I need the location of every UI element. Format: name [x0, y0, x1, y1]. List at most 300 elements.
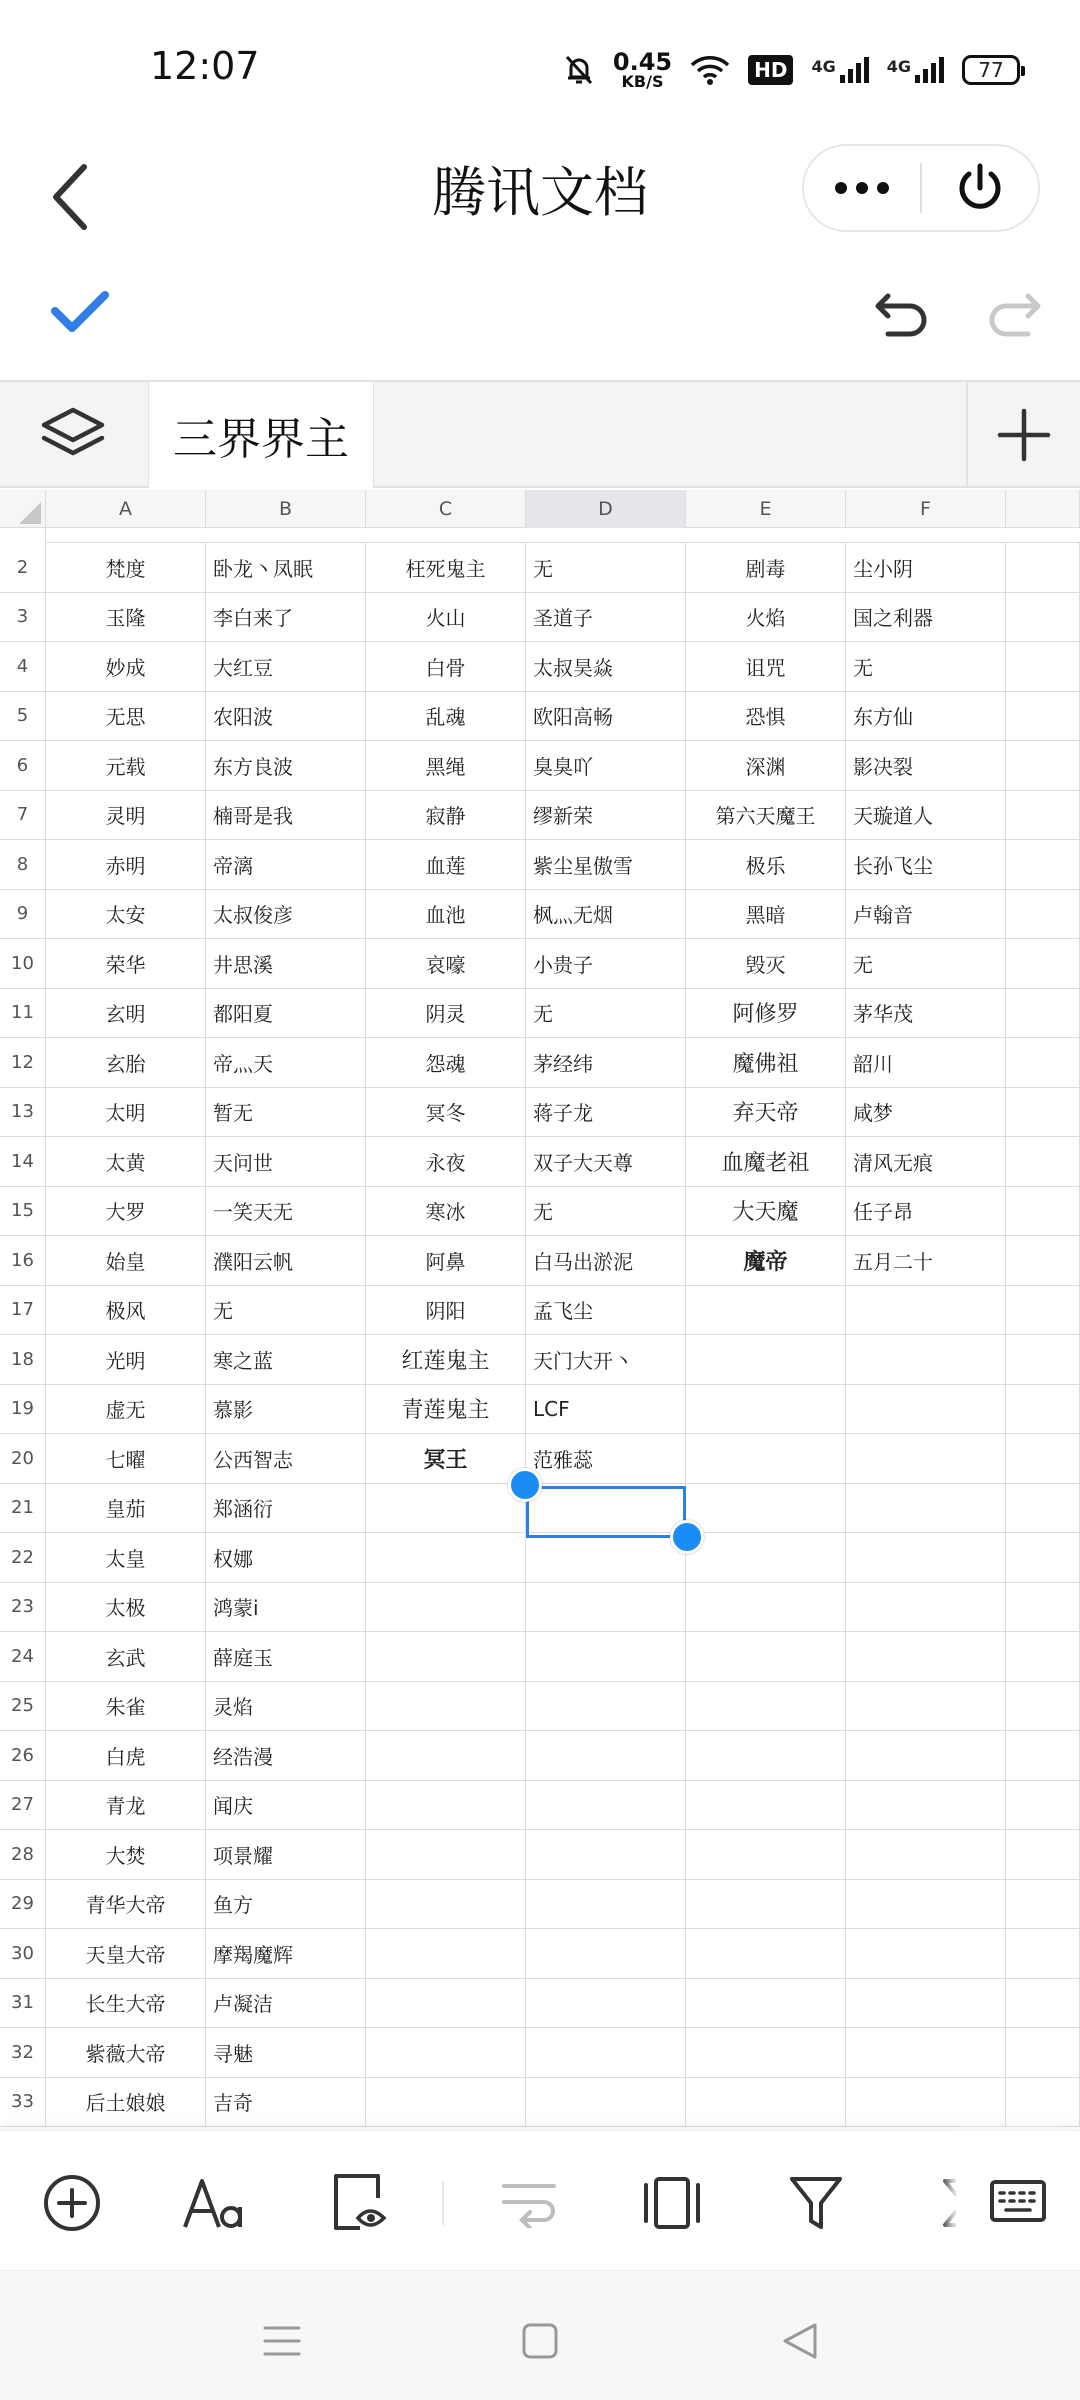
grid-cell[interactable] — [526, 1781, 686, 1830]
grid-cell[interactable]: 国之利器 — [846, 593, 1006, 642]
grid-cell[interactable]: 天门大开丶 — [526, 1335, 686, 1384]
row-header[interactable]: 3 — [0, 593, 46, 642]
grid-cell[interactable]: 青莲鬼主 — [366, 1385, 526, 1434]
grid-cell[interactable] — [526, 1830, 686, 1879]
grid-cell[interactable]: 紫薇大帝 — [46, 2028, 206, 2077]
toolbar-divider — [442, 2181, 444, 2225]
grid-cell-overflow[interactable] — [1006, 1830, 1080, 1879]
table-row — [0, 2078, 1080, 2128]
grid-cell[interactable]: 无 — [206, 1286, 366, 1335]
grid-cell[interactable]: 经浩漫 — [206, 1731, 366, 1780]
grid-cell[interactable] — [366, 1682, 526, 1731]
grid-cell[interactable] — [366, 1583, 526, 1632]
wrap-text-button[interactable] — [498, 2171, 562, 2235]
grid-cell[interactable]: 阿鼻 — [366, 1236, 526, 1285]
grid-cell[interactable]: 东方仙 — [846, 692, 1006, 741]
grid-cell[interactable] — [686, 1781, 846, 1830]
column-header-b[interactable]: B — [206, 490, 366, 528]
grid-cell[interactable]: 长生大帝 — [46, 1979, 206, 2028]
grid-cell[interactable]: 弃天帝 — [686, 1088, 846, 1137]
undo-button[interactable] — [874, 290, 930, 344]
row-header[interactable]: 7 — [0, 791, 46, 840]
grid-cell-overflow[interactable] — [1006, 642, 1080, 691]
grid-cell[interactable]: 无 — [526, 1187, 686, 1236]
table-row — [0, 642, 1080, 692]
preview-button[interactable] — [328, 2171, 392, 2235]
grid-cell[interactable]: 大红豆 — [206, 642, 366, 691]
grid-cell[interactable] — [526, 1929, 686, 1978]
grid-cell[interactable] — [846, 1979, 1006, 2028]
select-all-corner[interactable] — [0, 490, 46, 528]
grid-cell[interactable]: 冥王 — [366, 1434, 526, 1483]
grid-cell[interactable]: 长孙飞尘 — [846, 840, 1006, 889]
grid-cell[interactable] — [846, 1434, 1006, 1483]
grid-cell[interactable]: 无 — [526, 543, 686, 592]
grid-cell[interactable] — [846, 1484, 1006, 1533]
grid-cell[interactable]: 青华大帝 — [46, 1880, 206, 1929]
sheet-list-button[interactable] — [40, 406, 106, 470]
grid-cell[interactable]: 枉死鬼主 — [366, 543, 526, 592]
grid-cell[interactable]: 咸梦 — [846, 1088, 1006, 1137]
grid-cell[interactable]: 大焚 — [46, 1830, 206, 1879]
grid-cell[interactable] — [366, 1781, 526, 1830]
grid-cell[interactable]: 黑暗 — [686, 890, 846, 939]
home-nav-button[interactable] — [510, 2311, 570, 2371]
row-header[interactable]: 14 — [0, 1137, 46, 1186]
grid-cell-overflow[interactable] — [1006, 692, 1080, 741]
grid-cell[interactable] — [686, 2078, 846, 2127]
grid-cell[interactable]: 卧龙丶凤眠 — [206, 543, 366, 592]
insert-button[interactable] — [40, 2171, 104, 2235]
row-header[interactable]: 25 — [0, 1682, 46, 1731]
row-header[interactable]: 2 — [0, 543, 46, 592]
row-header[interactable]: 11 — [0, 989, 46, 1038]
font-button[interactable] — [182, 2171, 246, 2235]
grid-cell[interactable]: 慕影 — [206, 1385, 366, 1434]
grid-cell[interactable] — [366, 1979, 526, 2028]
grid-cell-overflow[interactable] — [1006, 1187, 1080, 1236]
grid-cell[interactable] — [686, 1434, 846, 1483]
grid-cell[interactable]: 公西智志 — [206, 1434, 366, 1483]
grid-cell-overflow[interactable] — [1006, 2078, 1080, 2127]
grid-cell[interactable] — [846, 1632, 1006, 1681]
grid-cell-overflow[interactable] — [1006, 1484, 1080, 1533]
grid-cell[interactable] — [686, 1286, 846, 1335]
grid-cell-overflow[interactable] — [1006, 1088, 1080, 1137]
grid-cell[interactable] — [526, 2028, 686, 2077]
grid-cell[interactable] — [846, 1731, 1006, 1780]
grid-cell[interactable]: 太明 — [46, 1088, 206, 1137]
grid-cell[interactable] — [686, 1731, 846, 1780]
grid-cell[interactable]: 臭臭吖 — [526, 741, 686, 790]
grid-cell[interactable]: 恐惧 — [686, 692, 846, 741]
grid-cell[interactable] — [366, 1830, 526, 1879]
grid-cell[interactable]: 缪新荣 — [526, 791, 686, 840]
grid-cell-overflow[interactable] — [1006, 1434, 1080, 1483]
grid-cell[interactable] — [366, 1533, 526, 1582]
grid-cell-overflow[interactable] — [1006, 1286, 1080, 1335]
grid-cell[interactable]: 玄明 — [46, 989, 206, 1038]
grid-cell[interactable]: 荣华 — [46, 939, 206, 988]
grid-cell[interactable] — [686, 1632, 846, 1681]
grid-cell[interactable]: 寻魅 — [206, 2028, 366, 2077]
undo-icon — [874, 290, 930, 340]
grid-cell[interactable]: 范雅蕊 — [526, 1434, 686, 1483]
grid-cell[interactable] — [846, 1880, 1006, 1929]
grid-cell[interactable]: 冥冬 — [366, 1088, 526, 1137]
cell-selection[interactable] — [526, 1486, 686, 1538]
grid-cell[interactable] — [846, 1781, 1006, 1830]
row-header[interactable]: 16 — [0, 1236, 46, 1285]
grid-cell[interactable] — [526, 1731, 686, 1780]
grid-cell[interactable]: 闻庆 — [206, 1781, 366, 1830]
freeze-button[interactable] — [640, 2171, 704, 2235]
grid-cell[interactable] — [686, 1385, 846, 1434]
grid-cell-overflow[interactable] — [1006, 1929, 1080, 1978]
grid-cell[interactable]: 欧阳高畅 — [526, 692, 686, 741]
grid-cell[interactable]: 帝灬天 — [206, 1038, 366, 1087]
grid-cell[interactable]: 青龙 — [46, 1781, 206, 1830]
grid-cell[interactable]: 楠哥是我 — [206, 791, 366, 840]
row-header[interactable]: 9 — [0, 890, 46, 939]
selection-handle-start[interactable] — [508, 1468, 542, 1502]
grid-cell[interactable]: 清风无痕 — [846, 1137, 1006, 1186]
grid-cell-overflow[interactable] — [1006, 1632, 1080, 1681]
column-header-a[interactable]: A — [46, 490, 206, 528]
grid-cell[interactable]: 火山 — [366, 593, 526, 642]
grid-cell[interactable] — [366, 1632, 526, 1681]
table-row — [0, 593, 1080, 643]
grid-cell[interactable]: 卢翰音 — [846, 890, 1006, 939]
grid-cell[interactable]: 天问世 — [206, 1137, 366, 1186]
row-header[interactable]: 12 — [0, 1038, 46, 1087]
grid-cell[interactable]: 寒之蓝 — [206, 1335, 366, 1384]
grid-cell[interactable] — [846, 1286, 1006, 1335]
grid-cell[interactable]: 郑涵衍 — [206, 1484, 366, 1533]
grid-cell[interactable]: 鸿蒙i — [206, 1583, 366, 1632]
grid-cell[interactable]: 太叔昊焱 — [526, 642, 686, 691]
grid-cell[interactable] — [686, 1682, 846, 1731]
row-header[interactable]: 26 — [0, 1731, 46, 1780]
grid-cell[interactable]: 项景耀 — [206, 1830, 366, 1879]
grid-cell[interactable]: 虚无 — [46, 1385, 206, 1434]
grid-cell[interactable]: 蒋子龙 — [526, 1088, 686, 1137]
battery-level: 77 — [978, 58, 1004, 82]
keyboard-button[interactable] — [956, 2131, 1080, 2271]
grid-cell[interactable] — [366, 2078, 526, 2127]
grid-cell[interactable]: 小贵子 — [526, 939, 686, 988]
grid-cell[interactable] — [366, 1731, 526, 1780]
grid-cell[interactable]: 皇茄 — [46, 1484, 206, 1533]
sheet-tab-active[interactable]: 三界界主 — [148, 382, 374, 488]
menu-nav-button[interactable] — [252, 2311, 312, 2371]
grid-cell[interactable] — [526, 2078, 686, 2127]
grid-cell[interactable]: 天璇道人 — [846, 791, 1006, 840]
grid-cell[interactable]: 白骨 — [366, 642, 526, 691]
grid-cell[interactable] — [686, 1335, 846, 1384]
grid-cell[interactable]: 寒冰 — [366, 1187, 526, 1236]
row-header[interactable]: 32 — [0, 2028, 46, 2077]
grid-cell[interactable]: 白马出淤泥 — [526, 1236, 686, 1285]
grid-cell[interactable]: 第六天魔王 — [686, 791, 846, 840]
grid-cell[interactable] — [846, 1682, 1006, 1731]
grid-cell[interactable]: 魔帝 — [686, 1236, 846, 1285]
grid-cell[interactable]: 血魔老祖 — [686, 1137, 846, 1186]
spreadsheet-grid[interactable] — [0, 490, 1080, 2130]
grid-cell-overflow[interactable] — [1006, 1335, 1080, 1384]
grid-cell[interactable] — [686, 1533, 846, 1582]
grid-cell[interactable]: 极风 — [46, 1286, 206, 1335]
grid-cell[interactable] — [846, 1830, 1006, 1879]
grid-cell[interactable]: 元载 — [46, 741, 206, 790]
grid-cell-overflow[interactable] — [1006, 989, 1080, 1038]
grid-cell[interactable]: 农阳波 — [206, 692, 366, 741]
grid-cell[interactable]: 影决裂 — [846, 741, 1006, 790]
grid-cell[interactable] — [846, 2028, 1006, 2077]
row-header[interactable]: 22 — [0, 1533, 46, 1582]
grid-cell[interactable]: 始皇 — [46, 1236, 206, 1285]
grid-cell[interactable]: 红莲鬼主 — [366, 1335, 526, 1384]
column-header-c[interactable]: C — [366, 490, 526, 528]
grid-cell-overflow[interactable] — [1006, 791, 1080, 840]
row-header[interactable]: 4 — [0, 642, 46, 691]
grid-cell[interactable]: 极乐 — [686, 840, 846, 889]
grid-cell[interactable] — [846, 2078, 1006, 2127]
grid-cell[interactable] — [526, 1632, 686, 1681]
grid-cell[interactable] — [846, 1385, 1006, 1434]
redo-button[interactable] — [986, 290, 1042, 344]
grid-cell-overflow[interactable] — [1006, 1781, 1080, 1830]
grid-cell[interactable]: 无 — [846, 642, 1006, 691]
grid-cell[interactable]: 梵度 — [46, 543, 206, 592]
row-header[interactable]: 29 — [0, 1880, 46, 1929]
grid-cell[interactable]: 吉奇 — [206, 2078, 366, 2127]
grid-cell-overflow[interactable] — [1006, 1682, 1080, 1731]
grid-cell[interactable]: 七曜 — [46, 1434, 206, 1483]
grid-cell[interactable] — [526, 1880, 686, 1929]
grid-cell[interactable] — [366, 1880, 526, 1929]
grid-cell[interactable]: 太叔俊彦 — [206, 890, 366, 939]
grid-cell[interactable]: 妙成 — [46, 642, 206, 691]
grid-cell[interactable]: 怨魂 — [366, 1038, 526, 1087]
selection-handle-end[interactable] — [670, 1520, 704, 1554]
table-row — [0, 890, 1080, 940]
table-row — [0, 1286, 1080, 1336]
row-header[interactable]: 23 — [0, 1583, 46, 1632]
grid-cell-overflow[interactable] — [1006, 890, 1080, 939]
grid-cell[interactable]: 孟飞尘 — [526, 1286, 686, 1335]
grid-cell[interactable]: 薛庭玉 — [206, 1632, 366, 1681]
grid-cell[interactable]: 深渊 — [686, 741, 846, 790]
grid-cell-overflow[interactable] — [1006, 1979, 1080, 2028]
grid-cell-overflow[interactable] — [1006, 2028, 1080, 2077]
row-header[interactable]: 20 — [0, 1434, 46, 1483]
more-button[interactable] — [804, 146, 920, 230]
grid-cell-overflow[interactable] — [1006, 1880, 1080, 1929]
grid-cell[interactable]: 太安 — [46, 890, 206, 939]
grid-cell[interactable]: 赤明 — [46, 840, 206, 889]
grid-cell[interactable] — [526, 1682, 686, 1731]
grid-cell-overflow[interactable] — [1006, 1731, 1080, 1780]
sheet-tab-bar — [0, 380, 1080, 488]
grid-cell[interactable] — [686, 1583, 846, 1632]
grid-cell[interactable]: 玄胎 — [46, 1038, 206, 1087]
grid-cell[interactable]: 枫灬无烟 — [526, 890, 686, 939]
grid-cell[interactable] — [366, 2028, 526, 2077]
grid-cell[interactable]: 天皇大帝 — [46, 1929, 206, 1978]
grid-cell[interactable]: 紫尘星傲雪 — [526, 840, 686, 889]
grid-cell-overflow[interactable] — [1006, 1385, 1080, 1434]
grid-cell[interactable]: 圣道子 — [526, 593, 686, 642]
grid-cell[interactable] — [846, 1929, 1006, 1978]
row-header[interactable]: 10 — [0, 939, 46, 988]
grid-cell[interactable]: 玉隆 — [46, 593, 206, 642]
grid-cell[interactable] — [366, 1929, 526, 1978]
grid-cell-overflow[interactable] — [1006, 840, 1080, 889]
row-header[interactable]: 17 — [0, 1286, 46, 1335]
grid-cell[interactable]: 哀嚎 — [366, 939, 526, 988]
grid-cell[interactable]: 都阳夏 — [206, 989, 366, 1038]
grid-cell[interactable]: 暂无 — [206, 1088, 366, 1137]
grid-cell[interactable]: 井思溪 — [206, 939, 366, 988]
confirm-button[interactable] — [50, 287, 110, 341]
grid-cell[interactable]: 毁灭 — [686, 939, 846, 988]
grid-cell[interactable] — [526, 1979, 686, 2028]
grid-cell-overflow[interactable] — [1006, 1236, 1080, 1285]
grid-cell[interactable]: 卢凝洁 — [206, 1979, 366, 2028]
grid-cell[interactable]: 帝漓 — [206, 840, 366, 889]
grid-cell[interactable] — [686, 1484, 846, 1533]
grid-cell[interactable]: 火焰 — [686, 593, 846, 642]
back-nav-button[interactable] — [770, 2311, 830, 2371]
grid-cell-overflow[interactable] — [1006, 939, 1080, 988]
grid-cell-overflow[interactable] — [1006, 1038, 1080, 1087]
grid-cell[interactable]: 茅经纬 — [526, 1038, 686, 1087]
grid-cell-overflow[interactable] — [1006, 593, 1080, 642]
grid-cell[interactable] — [686, 1830, 846, 1879]
row-header[interactable]: 5 — [0, 692, 46, 741]
column-header-f[interactable]: F — [846, 490, 1006, 528]
more-dots-icon — [834, 181, 890, 195]
row-header[interactable]: 27 — [0, 1781, 46, 1830]
grid-cell[interactable]: 玄武 — [46, 1632, 206, 1681]
add-sheet-button[interactable] — [966, 382, 1080, 488]
grid-cell[interactable] — [846, 1533, 1006, 1582]
grid-cell[interactable]: 东方良波 — [206, 741, 366, 790]
row-header[interactable]: 24 — [0, 1632, 46, 1681]
grid-cell[interactable]: 任子昂 — [846, 1187, 1006, 1236]
table-row — [0, 1830, 1080, 1880]
grid-cell[interactable] — [686, 1880, 846, 1929]
grid-cell[interactable]: 剧毒 — [686, 543, 846, 592]
grid-cell[interactable]: 鱼方 — [206, 1880, 366, 1929]
grid-cell[interactable]: 朱雀 — [46, 1682, 206, 1731]
grid-cell[interactable]: 白虎 — [46, 1731, 206, 1780]
grid-cell[interactable]: 无 — [526, 989, 686, 1038]
row-header[interactable]: 8 — [0, 840, 46, 889]
grid-cell-overflow[interactable] — [1006, 1533, 1080, 1582]
grid-cell[interactable]: 无 — [846, 939, 1006, 988]
row-header[interactable]: 18 — [0, 1335, 46, 1384]
grid-cell[interactable]: 大罗 — [46, 1187, 206, 1236]
grid-cell[interactable]: 灵明 — [46, 791, 206, 840]
grid-cell[interactable]: 魔佛祖 — [686, 1038, 846, 1087]
grid-cell[interactable]: LCF — [526, 1385, 686, 1434]
row-header[interactable]: 21 — [0, 1484, 46, 1533]
table-row — [0, 791, 1080, 841]
grid-cell[interactable] — [366, 1484, 526, 1533]
close-app-button[interactable] — [922, 146, 1038, 230]
row-header[interactable]: 28 — [0, 1830, 46, 1879]
column-header-e[interactable]: E — [686, 490, 846, 528]
grid-cell[interactable] — [686, 1929, 846, 1978]
row-header[interactable]: 30 — [0, 1929, 46, 1978]
row-header[interactable]: 15 — [0, 1187, 46, 1236]
grid-cell[interactable]: 血池 — [366, 890, 526, 939]
check-icon — [50, 287, 110, 337]
grid-cell[interactable]: 茅华茂 — [846, 989, 1006, 1038]
column-header-d[interactable]: D — [526, 490, 686, 528]
grid-cell[interactable]: 永夜 — [366, 1137, 526, 1186]
grid-cell[interactable]: 太皇 — [46, 1533, 206, 1582]
grid-cell[interactable]: 濮阳云帆 — [206, 1236, 366, 1285]
grid-cell[interactable]: 大天魔 — [686, 1187, 846, 1236]
row-header[interactable]: 13 — [0, 1088, 46, 1137]
grid-cell[interactable] — [846, 1583, 1006, 1632]
row-header[interactable]: 6 — [0, 741, 46, 790]
grid-cell[interactable] — [526, 1533, 686, 1582]
wifi-icon — [690, 54, 730, 86]
row-header[interactable]: 33 — [0, 2078, 46, 2127]
grid-cell[interactable]: 后土娘娘 — [46, 2078, 206, 2127]
grid-cell[interactable]: 阿修罗 — [686, 989, 846, 1038]
filter-icon — [788, 2173, 844, 2233]
grid-cell[interactable]: 无思 — [46, 692, 206, 741]
grid-cell[interactable]: 诅咒 — [686, 642, 846, 691]
grid-cell[interactable]: 乱魂 — [366, 692, 526, 741]
grid-cell[interactable] — [846, 1335, 1006, 1384]
row-header[interactable]: 31 — [0, 1979, 46, 2028]
grid-cell[interactable]: 黑绳 — [366, 741, 526, 790]
grid-cell-overflow[interactable] — [1006, 741, 1080, 790]
grid-cell[interactable]: 寂静 — [366, 791, 526, 840]
grid-cell[interactable]: 太极 — [46, 1583, 206, 1632]
grid-cell[interactable] — [526, 1583, 686, 1632]
table-row — [0, 692, 1080, 742]
grid-cell-overflow[interactable] — [1006, 1137, 1080, 1186]
row-header[interactable]: 19 — [0, 1385, 46, 1434]
grid-cell-overflow[interactable] — [1006, 1583, 1080, 1632]
grid-cell[interactable]: 阴灵 — [366, 989, 526, 1038]
grid-cell-overflow[interactable] — [1006, 543, 1080, 592]
grid-cell[interactable]: 光明 — [46, 1335, 206, 1384]
grid-cell[interactable]: 太黄 — [46, 1137, 206, 1186]
grid-cell[interactable]: 灵焰 — [206, 1682, 366, 1731]
grid-cell[interactable]: 李白来了 — [206, 593, 366, 642]
grid-cell[interactable]: 血莲 — [366, 840, 526, 889]
grid-cell[interactable] — [686, 2028, 846, 2077]
grid-cell[interactable] — [686, 1979, 846, 2028]
filter-button[interactable] — [784, 2171, 848, 2235]
grid-cell[interactable]: 摩羯魔辉 — [206, 1929, 366, 1978]
grid-cell[interactable]: 尘小阴 — [846, 543, 1006, 592]
grid-cell[interactable]: 一笑天无 — [206, 1187, 366, 1236]
grid-cell[interactable]: 权娜 — [206, 1533, 366, 1582]
grid-cell[interactable]: 阴阳 — [366, 1286, 526, 1335]
grid-cell[interactable]: 五月二十 — [846, 1236, 1006, 1285]
grid-cell[interactable]: 双子大天尊 — [526, 1137, 686, 1186]
grid-cell[interactable]: 韶川 — [846, 1038, 1006, 1087]
